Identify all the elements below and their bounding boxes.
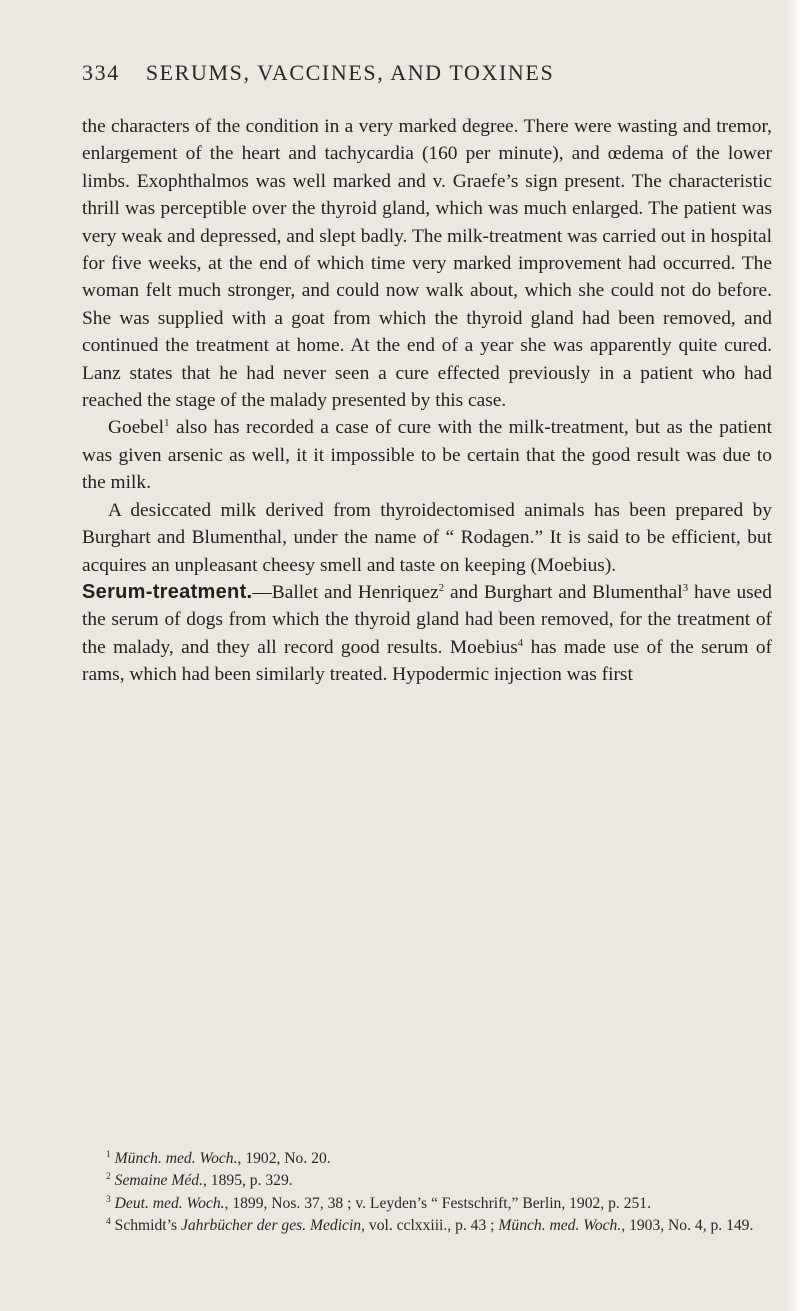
paragraph-4-text-c: have used the serum of dogs from which the thyroid gland had been removed, for the treatment of the malady, and they all record good results. Moebius [82, 581, 772, 658]
footnote-3 [82, 1193, 772, 1215]
footnote-4-mark: 4 [106, 1217, 111, 1228]
author-goebel: Goebel [108, 417, 164, 439]
paragraph-4-text-a: —Ballet and Henriquez [252, 581, 439, 603]
paragraph-2-text: also has recorded a case of cure with the milk-treatment, but as the patient was given arsenic as well, it it impossible to be certain that the good result was due to the milk. [82, 417, 772, 494]
paragraph-4-text-d: has made use of the serum of rams, which had been similarly treated. Hypodermic injection was first [82, 636, 772, 686]
main-text [82, 113, 772, 689]
paragraph-3: A desiccated milk derived from thyroidectomised animals has been prepared by Burghart and Blumenthal, under the name of “ Rodagen.” It is said to be efficient, but acquires an unpleasant cheesy smell and taste on keeping (Moebius). [82, 499, 772, 576]
footnote-3-mark: 3 [106, 1194, 111, 1205]
paragraph-2 [82, 414, 772, 496]
footnote-ref-2: 2 [438, 581, 445, 594]
footnotes [82, 1148, 772, 1238]
page-number: 334 [82, 60, 120, 85]
footnote-ref-1: 1 [164, 417, 170, 430]
footnote-ref-4: 4 [517, 636, 524, 649]
section-heading: Serum-treatment. [82, 580, 253, 603]
footnote-3-text: , 1899, Nos. 37, 38 ; v. Leyden’s “ Festschrift,” Berlin, 1902, p. 251. [224, 1194, 651, 1212]
footnote-ref-3: 3 [682, 581, 689, 594]
footnote-2 [82, 1170, 772, 1192]
paragraph-4-text-b: and Burghart and Blumenthal [444, 581, 683, 603]
footnote-4-journal: Jahrbücher der ges. Medicin [180, 1217, 362, 1235]
running-header [82, 60, 772, 86]
paragraph-1: the characters of the condition in a very marked degree. There were wasting and tremor, enlargement of the heart and tachycardia (160 per minute), and œdema of the lower limbs. Exophthalmos was well marked and v. Graefe’s sign present. The characteristic thrill was perceptible over the thyroid gland, which was much enlarged. The patient was very weak and depressed, and slept badly. The milk-treatment was carried out in hospital for five weeks, at the end of which time very marked improvement had occurred. The woman felt much stronger, and could now walk about, which she could not do before. She was supplied with a goat from which the thyroid gland had been removed, and continued the treatment at home. At the end of a year she was apparently quite cured. Lanz states that he had never seen a cure effected previously in a patient who had reached the stage of the malady presented by this case. [82, 116, 772, 412]
footnote-2-journal: Semaine Méd. [114, 1172, 203, 1190]
footnote-4-text-a: Schmidt’s [114, 1217, 181, 1235]
footnote-4 [82, 1215, 772, 1237]
footnote-1-journal: Münch. med. Woch. [114, 1150, 238, 1167]
footnote-1-text: , 1902, No. 20. [237, 1150, 331, 1167]
footnote-1-mark: 1 [106, 1150, 111, 1160]
running-title: SERUMS, VACCINES, AND TOXINES [145, 60, 555, 85]
footnote-1 [82, 1148, 772, 1170]
footnote-2-mark: 2 [106, 1172, 111, 1183]
paragraph-4 [82, 579, 772, 689]
footnote-3-journal: Deut. med. Woch. [114, 1194, 225, 1212]
footnote-4-journal-2: Münch. med. Woch. [498, 1217, 622, 1235]
footnote-4-text-c: , 1903, No. 4, p. 149. [621, 1217, 754, 1235]
footnote-2-text: , 1895, p. 329. [203, 1172, 293, 1190]
footnote-4-text-b: , vol. cclxxiii., p. 43 ; [361, 1217, 499, 1235]
page-edge [786, 0, 800, 1311]
